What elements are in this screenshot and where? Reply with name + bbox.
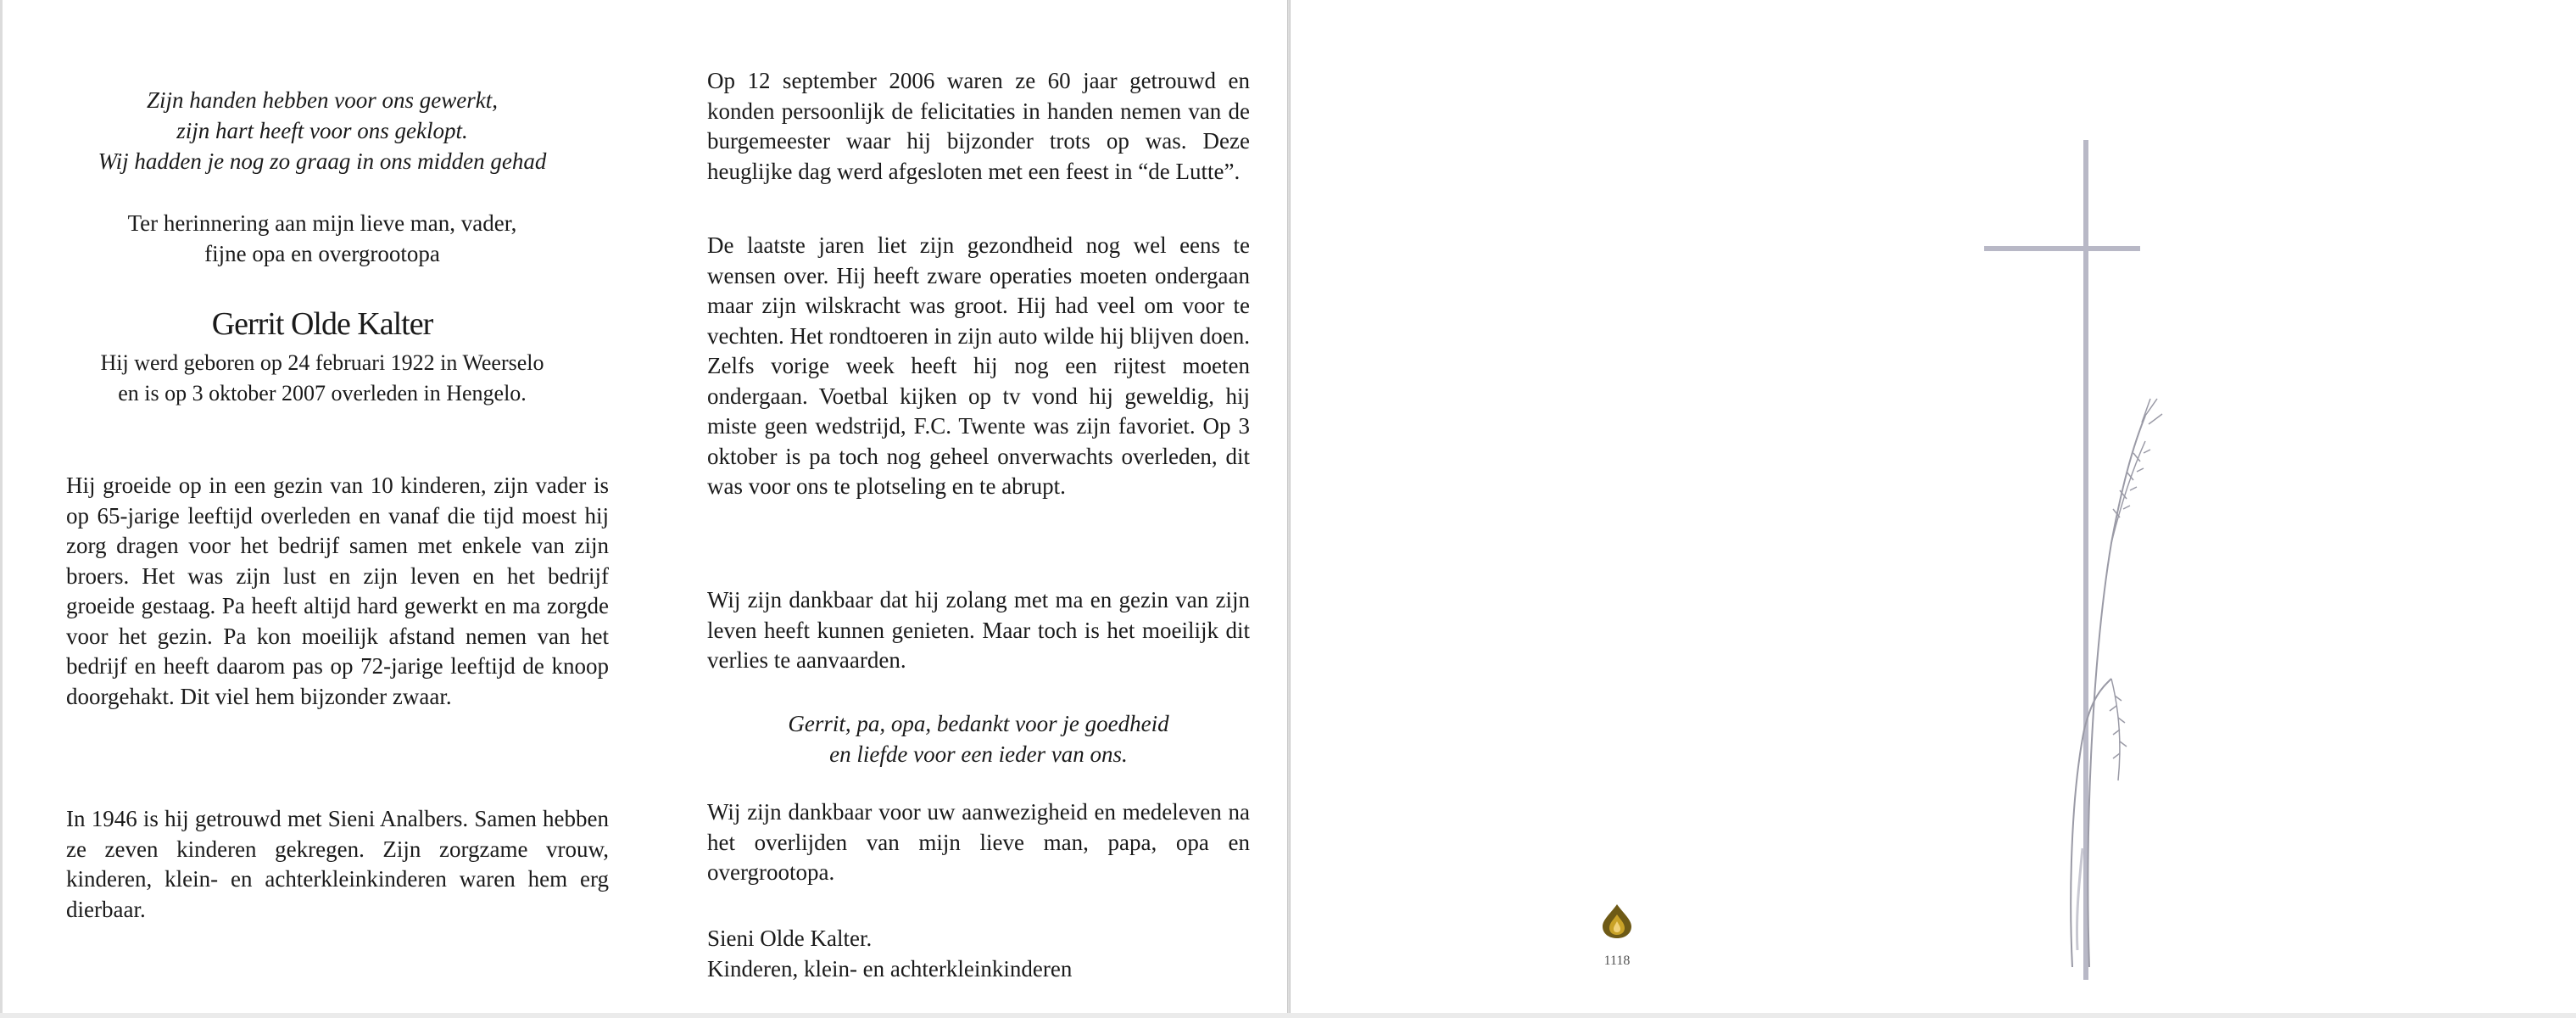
wheat-ear-icon	[2111, 399, 2162, 543]
farewell-quote	[707, 708, 1250, 769]
print-code: 1118	[1603, 954, 1631, 968]
wheat-stem	[2088, 416, 2145, 967]
opening-poem	[34, 85, 611, 176]
intro-line: fijne opa en overgrootopa	[204, 241, 440, 266]
cross-with-wheat-icon	[1984, 136, 2171, 984]
signature-line: Kinderen, klein- en achterkleinkinderen	[707, 956, 1073, 982]
card-fold	[1287, 0, 1291, 1018]
quote-line: Gerrit, pa, opa, bedankt voor je goedheid	[788, 711, 1169, 736]
remembrance-intro	[34, 208, 611, 269]
cross-horizontal-beam-left	[1984, 246, 2089, 251]
cross-horizontal-beam-right	[2088, 246, 2140, 251]
poem-line: Zijn handen hebben voor ons gewerkt,	[147, 87, 498, 113]
poem-line: zijn hart heeft voor ons geklopt.	[176, 118, 468, 143]
flame-drop-icon	[1597, 903, 1636, 940]
thanks-paragraph: Wij zijn dankbaar voor uw aanwezigheid en medeleven na het overlijden van mijn lieve man, papa, opa en overgrootopa.	[707, 799, 1250, 885]
signature	[707, 923, 1250, 984]
stem-leaf	[2077, 848, 2083, 950]
biography-paragraph: Hij groeide op in een gezin van 10 kinderen, zijn vader is op 65-jarige leeftijd overleden en vanaf die tijd moest hij zorg dragen voor het bedrijf samen met enkele van zijn broers. Het was zijn lust en zijn leven en het bedrijf groeide gestaag. Pa heeft altijd hard gewerkt en ma zorgde voor het gezin. Pa kon moeilijk afstand nemen van het bedrijf en heeft daarom pas op 72-jarige leeftijd de knoop doorgehakt. Dit viel hem bijzonder zwaar.	[66, 473, 609, 709]
deceased-name: Gerrit Olde Kalter	[211, 306, 433, 342]
right-panel	[1292, 0, 2576, 1018]
anniversary-paragraph: Op 12 september 2006 waren ze 60 jaar getrouwd en konden persoonlijk de felicitaties in handen nemen van de burgemeester waar hij bijzonder trots op was. Deze heuglijke dag werd afgesloten met een feest in “de Lutte”.	[707, 68, 1250, 184]
card-bottom-edge	[0, 1013, 2576, 1018]
quote-line: en liefde voor een ieder van ons.	[829, 741, 1128, 767]
middle-panel	[644, 0, 1289, 1018]
left-panel	[0, 0, 644, 1018]
death-line: en is op 3 oktober 2007 overleden in Hengelo.	[118, 381, 527, 406]
marriage-paragraph: In 1946 is hij getrouwd met Sieni Analbers. Samen hebben ze zeven kinderen gekregen. Zijn zorgzame vrouw, kinderen, klein- en achterkleinkinderen waren hem erg dierbaar.	[66, 806, 609, 922]
signature-line: Sieni Olde Kalter.	[707, 926, 873, 951]
gratitude-paragraph: Wij zijn dankbaar dat hij zolang met ma en gezin van zijn leven heeft kunnen genieten. Maar toch is het moeilijk dit verlies te aanvaarden.	[707, 587, 1250, 673]
health-paragraph: De laatste jaren liet zijn gezondheid nog wel eens te wensen over. Hij heeft zware operaties moeten ondergaan maar zijn wilskracht was groot. Hij had veel om voor te vechten. Het rondtoeren in zijn auto wilde hij blijven doen. Zelfs vorige week heeft hij nog een rijtest moeten ondergaan. Voetbal kijken op tv vond hij geweldig, hij miste geen wedstrijd, F.C. Twente was zijn favoriet. Op 3 oktober is pa toch nog geheel onverwachts overleden, dit was voor ons te plotseling en te abrupt.	[707, 232, 1250, 499]
poem-line: Wij hadden je nog zo graag in ons midden gehad	[98, 148, 547, 174]
wheat-ear-small-icon	[2110, 679, 2127, 780]
birth-line: Hij werd geboren op 24 februari 1922 in Weerselo	[100, 350, 544, 375]
intro-line: Ter herinnering aan mijn lieve man, vader,	[127, 210, 517, 236]
life-dates	[34, 348, 611, 409]
